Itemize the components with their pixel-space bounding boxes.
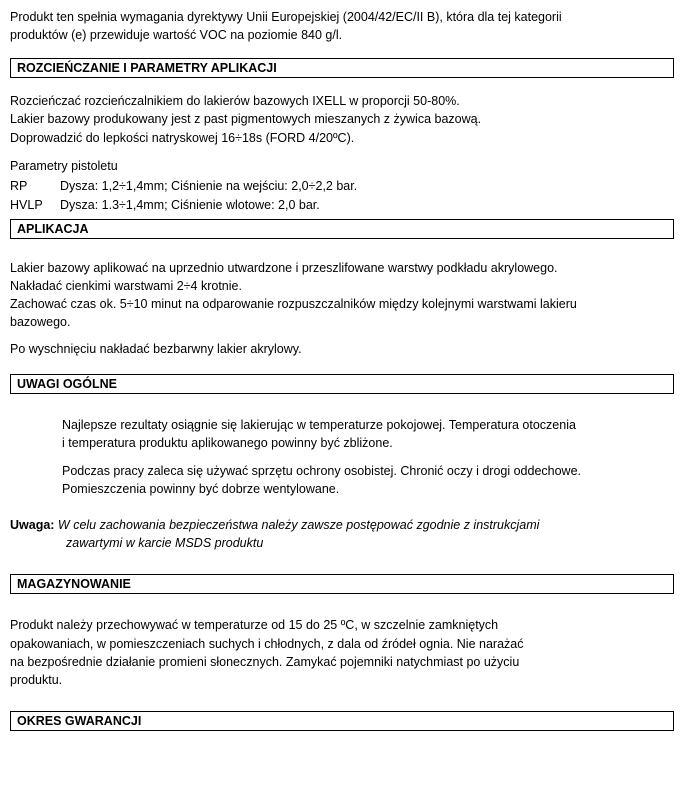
application-line-5: Po wyschnięciu nakładać bezbarwny lakier akrylowy. bbox=[10, 341, 302, 356]
storage-line-2: opakowaniach, w pomieszczeniach suchych i chłodnych, z dala od źródeł ognia. Nie narażać bbox=[10, 636, 524, 651]
application-line-3: Zachować czas ok. 5÷10 minut na odparowanie rozpuszczalników między kolejnymi warstwami lakieru bbox=[10, 297, 577, 312]
gun-row-value: Dysza: 1.3÷1,4mm; Ciśnienie wlotowe: 2,0 bar. bbox=[60, 197, 320, 212]
section-heading-application: APLIKACJA bbox=[10, 219, 674, 239]
gun-row-value: Dysza: 1,2÷1,4mm; Ciśnienie na wejściu: 2,0÷2,2 bar. bbox=[60, 178, 358, 193]
gun-row-label: RP bbox=[10, 178, 28, 193]
general-line-3: Podczas pracy zaleca się używać sprzętu ochrony osobistej. Chronić oczy i drogi oddechowe. bbox=[62, 463, 582, 478]
safety-note-text-2: zawartymi w karcie MSDS produktu bbox=[66, 536, 264, 551]
section-heading-storage: MAGAZYNOWANIE bbox=[10, 574, 674, 594]
safety-note bbox=[10, 516, 674, 552]
section-heading-general: UWAGI OGÓLNE bbox=[10, 374, 674, 394]
thinning-line-1: Rozcieńczać rozcieńczalnikiem do lakierów bazowych IXELL w proporcji 50-80%. bbox=[10, 94, 460, 109]
spacer bbox=[10, 552, 674, 574]
storage-body bbox=[10, 616, 674, 689]
general-line-1: Najlepsze rezultaty osiągnie się lakierując w temperaturze pokojowej. Temperatura otoczenia bbox=[62, 417, 576, 432]
intro-paragraph bbox=[10, 8, 674, 44]
general-line-4: Pomieszczenia powinny być dobrze wentylowane. bbox=[62, 482, 340, 496]
gun-parameters-table bbox=[10, 177, 357, 215]
section-heading-thinning: ROZCIEŃCZANIE I PARAMETRY APLIKACJI bbox=[10, 58, 674, 78]
application-line-4: bazowego. bbox=[10, 315, 71, 330]
application-line-2: Nakładać cienkimi warstwami 2÷4 krotnie. bbox=[10, 279, 242, 294]
spacer bbox=[10, 147, 674, 157]
gun-row-label: HVLP bbox=[10, 197, 43, 212]
section-heading-warranty: OKRES GWARANCJI bbox=[10, 711, 674, 731]
intro-line-1: Produkt ten spełnia wymagania dyrektywy Unii Europejskiej (2004/42/EC/II B), która dla tej kategorii bbox=[10, 10, 562, 24]
thinning-line-3: Doprowadzić do lepkości natryskowej 16÷18s (FORD 4/20ºC). bbox=[10, 130, 355, 145]
general-body bbox=[62, 416, 674, 499]
table-row bbox=[10, 177, 357, 196]
application-line-1: Lakier bazowy aplikować na uprzednio utwardzone i przeszlifowane warstwy podkładu akrylowego. bbox=[10, 261, 558, 275]
safety-note-text: W celu zachowania bezpieczeństwa należy zawsze postępować zgodnie z instrukcjami bbox=[54, 518, 540, 533]
safety-note-label: Uwaga: bbox=[10, 518, 55, 533]
table-row bbox=[10, 196, 357, 215]
intro-line-2: produktów (e) przewiduje wartość VOC na poziomie 840 g/l. bbox=[10, 28, 343, 43]
spacer bbox=[10, 689, 674, 711]
spacer bbox=[62, 452, 674, 462]
thinning-body bbox=[10, 92, 674, 215]
general-line-2: i temperatura produktu aplikowanego powinny być zbliżone. bbox=[62, 435, 393, 450]
application-body bbox=[10, 259, 674, 358]
gun-parameters-title: Parametry pistoletu bbox=[10, 158, 118, 173]
thinning-line-2: Lakier bazowy produkowany jest z past pigmentowych mieszanych z żywica bazową. bbox=[10, 112, 482, 127]
storage-line-1: Produkt należy przechowywać w temperaturze od 15 do 25 ºC, w szczelnie zamkniętych bbox=[10, 618, 499, 633]
storage-line-4: produktu. bbox=[10, 672, 63, 687]
spacer bbox=[10, 358, 674, 374]
storage-line-3: na bezpośrednie działanie promieni słonecznych. Zamykać pojemniki natychmiast po użyciu bbox=[10, 654, 520, 669]
